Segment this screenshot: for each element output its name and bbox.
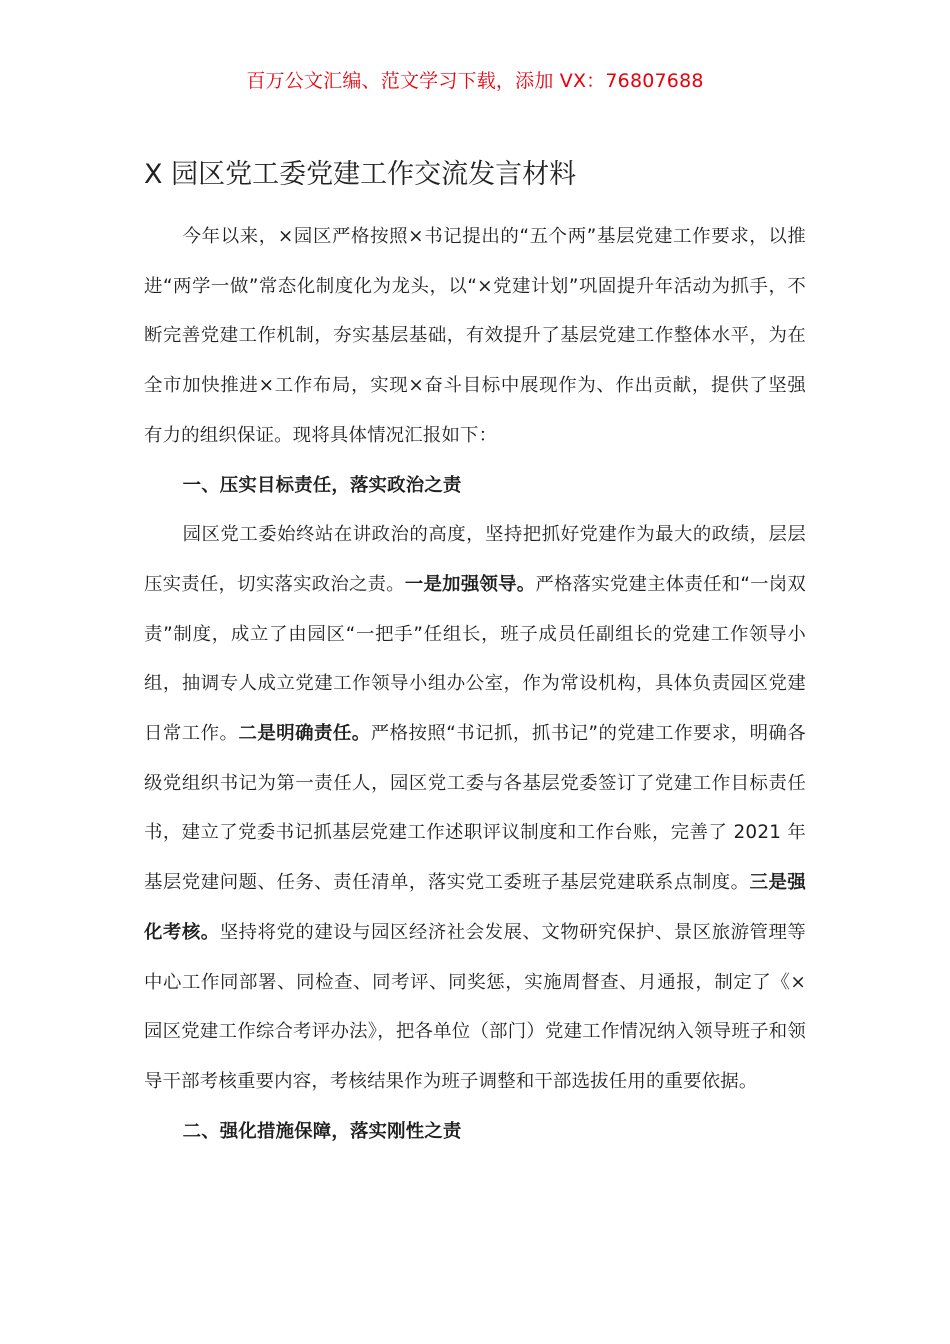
point-1-label: 一是加强领导。 (404, 573, 536, 595)
section-1-paragraph (144, 510, 806, 1106)
point-2-label: 二是明确责任。 (238, 723, 371, 745)
promo-banner: 百万公文汇编、范文学习下载，添加 VX：76807688 (246, 70, 704, 92)
document-body (144, 212, 806, 1156)
section-heading-1: 一、压实目标责任，落实政治之责 (182, 474, 462, 496)
point-3-label: 三是强化考核。 (144, 872, 806, 943)
section-heading-2: 二、强化措施保障，落实刚性之责 (182, 1120, 462, 1142)
document-title: X 园区党工委党建工作交流发言材料 (144, 159, 577, 190)
point-3-text: 坚持将党的建设与园区经济社会发展、文物研究保护、景区旅游管理等中心工作同部署、同检查、同考评、同奖惩，实施周督查、月通报，制定了《×园区党建工作综合考评办法》，把各单位（部门）党建工作情况纳入领导班子和领导干部考核重要内容，考核结果作为班子调整和干部选拔任用的重要依据。 (144, 921, 806, 1092)
intro-paragraph: 今年以来，×园区严格按照×书记提出的“五个两”基层党建工作要求，以推进“两学一做”常态化制度化为龙头，以“×党建计划”巩固提升年活动为抓手，不断完善党建工作机制，夯实基层基础，有效提升了基层党建工作整体水平，为在全市加快推进×工作布局，实现×奋斗目标中展现作为、作出贡献，提供了坚强有力的组织保证。现将具体情况汇报如下： (144, 226, 806, 446)
section-1-lead: 园区党工委始终站在讲政治的高度，坚持把抓好党建作为最大的政绩，层层压实责任，切实落实政治之责。 (144, 524, 806, 595)
point-1-text: 严格落实党建主体责任和“一岗双责”制度，成立了由园区“一把手”任组长，班子成员任副组长的党建工作领导小组，抽调专人成立党建工作领导小组办公室，作为常设机构，具体负责园区党建日常工作。 (144, 573, 806, 745)
point-2-text: 严格按照“书记抓，抓书记”的党建工作要求，明确各级党组织书记为第一责任人，园区党工委与各基层党委签订了党建工作目标责任书，建立了党委书记抓基层党建工作述职评议制度和工作台账，完善了 2021 年基层党建问题、任务、责任清单，落实党工委班子基层党建联系点制度。 (144, 723, 806, 894)
